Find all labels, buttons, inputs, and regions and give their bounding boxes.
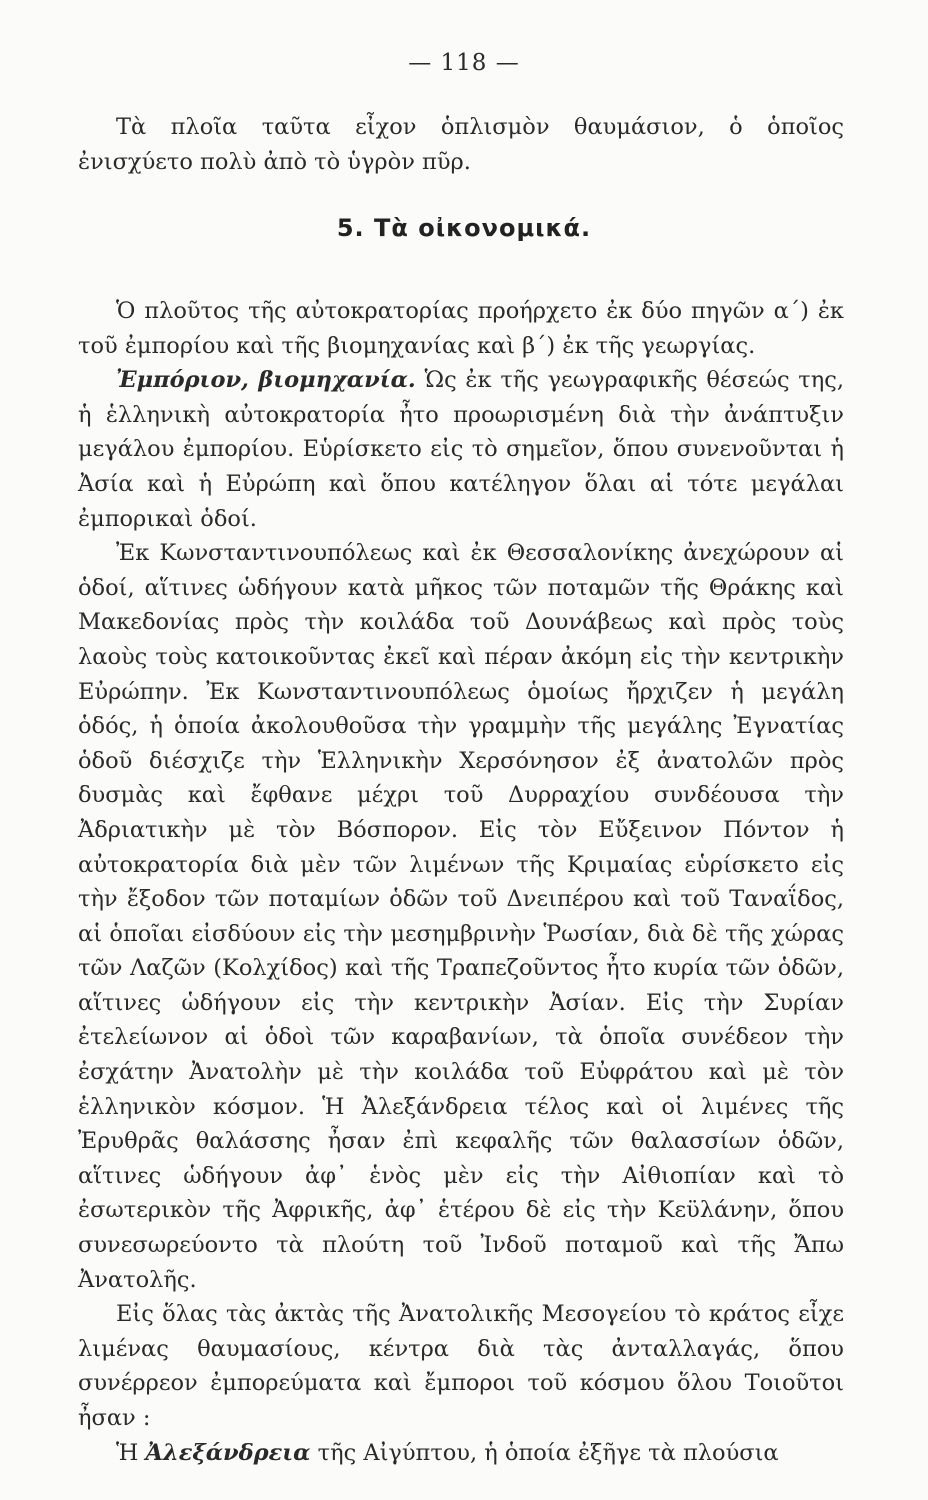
- paragraph-wealth: Ὁ πλοῦτος τῆς αὐτοκρατορίας προήρχετο ἐκ δύο πηγῶν α΄) ἐκ τοῦ ἐμπορίου καὶ τῆς βιομηχανίας καὶ β΄) ἐκ τῆς γεωργίας.: [78, 298, 844, 359]
- main-text: [78, 294, 844, 1470]
- paragraph-ports: Εἰς ὅλας τὰς ἀκτὰς τῆς Ἀνατολικῆς Μεσογείου τὸ κράτος εἶχε λιμένας θαυμασίους, κέντρα διὰ τὰς ἀνταλλαγάς, ὅπου συνέρρεον ἐμπορεύματα καὶ ἔμποροι τοῦ κόσμου ὅλου Τοιοῦτοι ἦσαν :: [78, 1301, 844, 1431]
- paragraph-commerce: [78, 363, 844, 536]
- subheading-commerce: Ἐμπόριον, βιομηχανία.: [116, 367, 416, 394]
- alexandria-text: τῆς Αἰγύπτου, ἡ ὁποία ἐξῆγε τὰ πλούσια: [310, 1439, 779, 1466]
- paragraph-alexandria: [78, 1436, 844, 1471]
- intro-text: Τὰ πλοῖα ταῦτα εἶχον ὁπλισμὸν θαυμάσιον, ὁ ὁποῖος ἐνισχύετο πολὺ ἀπὸ τὸ ὑγρὸν πῦρ.: [78, 114, 844, 175]
- alexandria-name: Ἀλεξάνδρεια: [145, 1439, 311, 1466]
- intro-paragraph: [78, 110, 844, 179]
- section-heading: 5. Τὰ οἰκονομικά.: [336, 214, 592, 242]
- page-number: — 118 —: [408, 50, 520, 76]
- paragraph-routes: Ἐκ Κωνσταντινουπόλεως καὶ ἐκ Θεσσαλονίκης ἀνεχώρουν αἱ ὁδοί, αἵτινες ὡδήγουν κατὰ μῆκος τῶν ποταμῶν τῆς Θράκης καὶ Μακεδονίας πρὸς τὴν κοιλάδα τοῦ Δουνάβεως καὶ πρὸς τοὺς λαοὺς τοὺς κατοικοῦντας ἐκεῖ καὶ πέραν ἀκόμη εἰς τὴν κεντρικὴν Εὐρώπην. Ἐκ Κωνσταντινουπόλεως ὁμοίως ἤρχιζεν ἡ μεγάλη ὁδός, ἡ ὁποία ἀκολουθοῦσα τὴν γραμμὴν τῆς μεγάλης Ἐγνατίας ὁδοῦ διέσχιζε τὴν Ἑλληνικὴν Χερσόνησον ἐξ ἀνατολῶν πρὸς δυσμὰς καὶ ἔφθανε μέχρι τοῦ Δυρραχίου συνδέουσα τὴν Ἀδριατικὴν μὲ τὸν Βόσπορον. Εἰς τὸν Εὔξεινον Πόντον ἡ αὐτοκρατορία διὰ μὲν τῶν λιμένων τῆς Κριμαίας εὑρίσκετο εἰς τὴν ἔξοδον τῶν ποταμίων ὁδῶν τοῦ Δνειπέρου καὶ τοῦ Ταναΐδος, αἱ ὁποῖαι εἰσδύουν εἰς τὴν μεσημβρινὴν Ῥωσίαν, διὰ δὲ τῆς χώρας τῶν Λαζῶν (Κολχίδος) καὶ τῆς Τραπεζοῦντος ἦτο κυρία τῶν ὁδῶν, αἵτινες ὡδήγουν εἰς τὴν κεντρικὴν Ἀσίαν. Εἰς τὴν Συρίαν ἐτελείωνον αἱ ὁδοὶ τῶν καραβανίων, τὰ ὁποῖα συνέδεον τὴν ἐσχάτην Ἀνατολὴν μὲ τὴν κοιλάδα τοῦ Εὐφράτου καὶ μὲ τὸν ἑλληνικὸν κόσμον. Ἡ Ἀλεξάνδρεια τέλος καὶ οἱ λιμένες τῆς Ἐρυθρᾶς θαλάσσης ἦσαν ἐπὶ κεφαλῆς τῶν θαλασσίων ὁδῶν, αἵτινες ὡδήγουν ἀφ᾿ ἑνὸς μὲν εἰς τὴν Αἰθιοπίαν καὶ τὸ ἐσωτερικὸν τῆς Ἀφρικῆς, ἀφ᾿ ἑτέρου δὲ εἰς τὴν Κεϋλάνην, ὅπου συνεσωρεύοντο τὰ πλούτη τοῦ Ἰνδοῦ ποταμοῦ καὶ τῆς Ἄπω Ἀνατολῆς.: [78, 540, 844, 1293]
- paragraph-commerce-text: Ὡς ἐκ τῆς γεωγραφικῆς θέσεώς της, ἡ ἑλληνικὴ αὐτοκρατορία ἦτο προωρισμένη διὰ τὴν ἀνάπτυξιν μεγάλου ἐμπορίου. Εὑρίσκετο εἰς τὸ σημεῖον, ὅπου συνενοῦνται ἡ Ἀσία καὶ ἡ Εὐρώπη καὶ ὅπου κατέληγον ὅλαι αἱ τότε μεγάλαι ἐμπορικαὶ ὁδοί.: [78, 367, 844, 532]
- alexandria-prefix: Ἡ: [116, 1439, 146, 1466]
